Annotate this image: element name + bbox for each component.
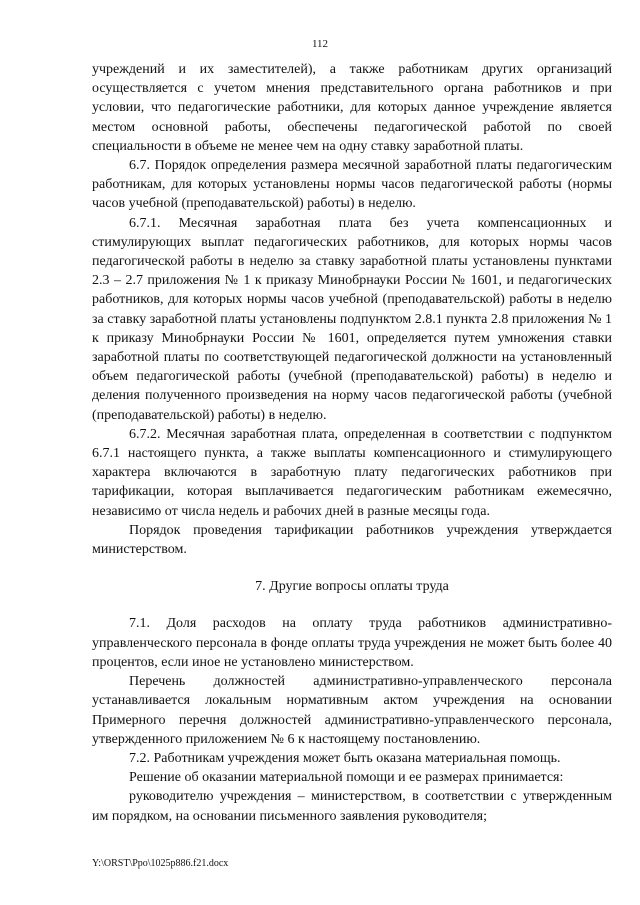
paragraph: Порядок проведения тарификации работников учреждения утверждается министерством.: [92, 522, 612, 558]
paragraph: Решение об оказании материальной помощи и ее размерах принимается:: [129, 770, 564, 786]
document-body: [92, 60, 612, 826]
paragraph: 6.7.1. Месячная заработная плата без учета компенсационных и стимулирующих выплат педагогических работников, для которых нормы часов педагогической работы в неделю за ставку заработной платы установлены пунктами 2.3 – 2.7 приложения № 1 к приказу Минобрнауки России № 1601, и педагогических работников, для которых нормы часов учебной (преподавательской) работы в неделю за ставку заработной платы установлены подпунктом 2.8.1 пункта 2.8 приложения № 1 к приказу Минобрнауки России № 1601, определяется путем умножения ставки заработной платы по соответствующей педагогической должности на установленный объем педагогической работы (учебной (преподавательской) работы) в неделю и деления полученного произведения на норму часов педагогической работы (учебной (преподавательской) работы) в неделю.: [92, 215, 612, 423]
paragraphs-after-heading: [92, 614, 612, 825]
paragraph: 6.7.2. Месячная заработная плата, определенная в соответствии с подпунктом 6.7.1 настоящего пункта, а также выплаты компенсационного и стимулирующего характера включаются в заработную плату педагогических работников при тарификации, которая выплачивается педагогическим работникам ежемесячно, независимо от числа недель и рабочих дней в разные месяцы года.: [92, 426, 612, 519]
paragraph: руководителю учреждения – министерством, в соответствии с утвержденным им порядком, на основании письменного заявления руководителя;: [92, 789, 612, 824]
paragraph: 6.7. Порядок определения размера месячной заработной платы педагогическим работникам, для которых установлены нормы часов педагогической работы (нормы часов учебной (преподавательской) работы) в неделю.: [92, 158, 612, 212]
paragraph: учреждений и их заместителей), а также работникам других организаций осуществляется с учетом мнения представительного органа работников и при условии, что педагогические работники, для которых данное учреждение является местом основной работы, обеспечены педагогической работой по своей специальности в объеме не менее чем на одну ставку заработной платы.: [92, 62, 612, 154]
paragraph: 7.1. Доля расходов на оплату труда работников административно-управленческого персонала в фонде оплаты труда учреждения не может быть более 40 процентов, если иное не установлено министерством.: [92, 616, 612, 670]
footer-file-path: Y:\ORST\Ppo\1025p886.f21.docx: [92, 858, 229, 869]
paragraphs-before-heading: [92, 60, 612, 559]
paragraph: Перечень должностей административно-управленческого персонала устанавливается локальным нормативным актом учреждения на основании Примерного перечня должностей административно-управленческого персонала, утвержденного приложением № 6 к настоящему постановлению.: [92, 674, 612, 747]
section-heading: 7. Другие вопросы оплаты труда: [255, 579, 449, 595]
page-number: 112: [311, 38, 329, 50]
paragraph: 7.2. Работникам учреждения может быть оказана материальная помощь.: [129, 750, 561, 766]
